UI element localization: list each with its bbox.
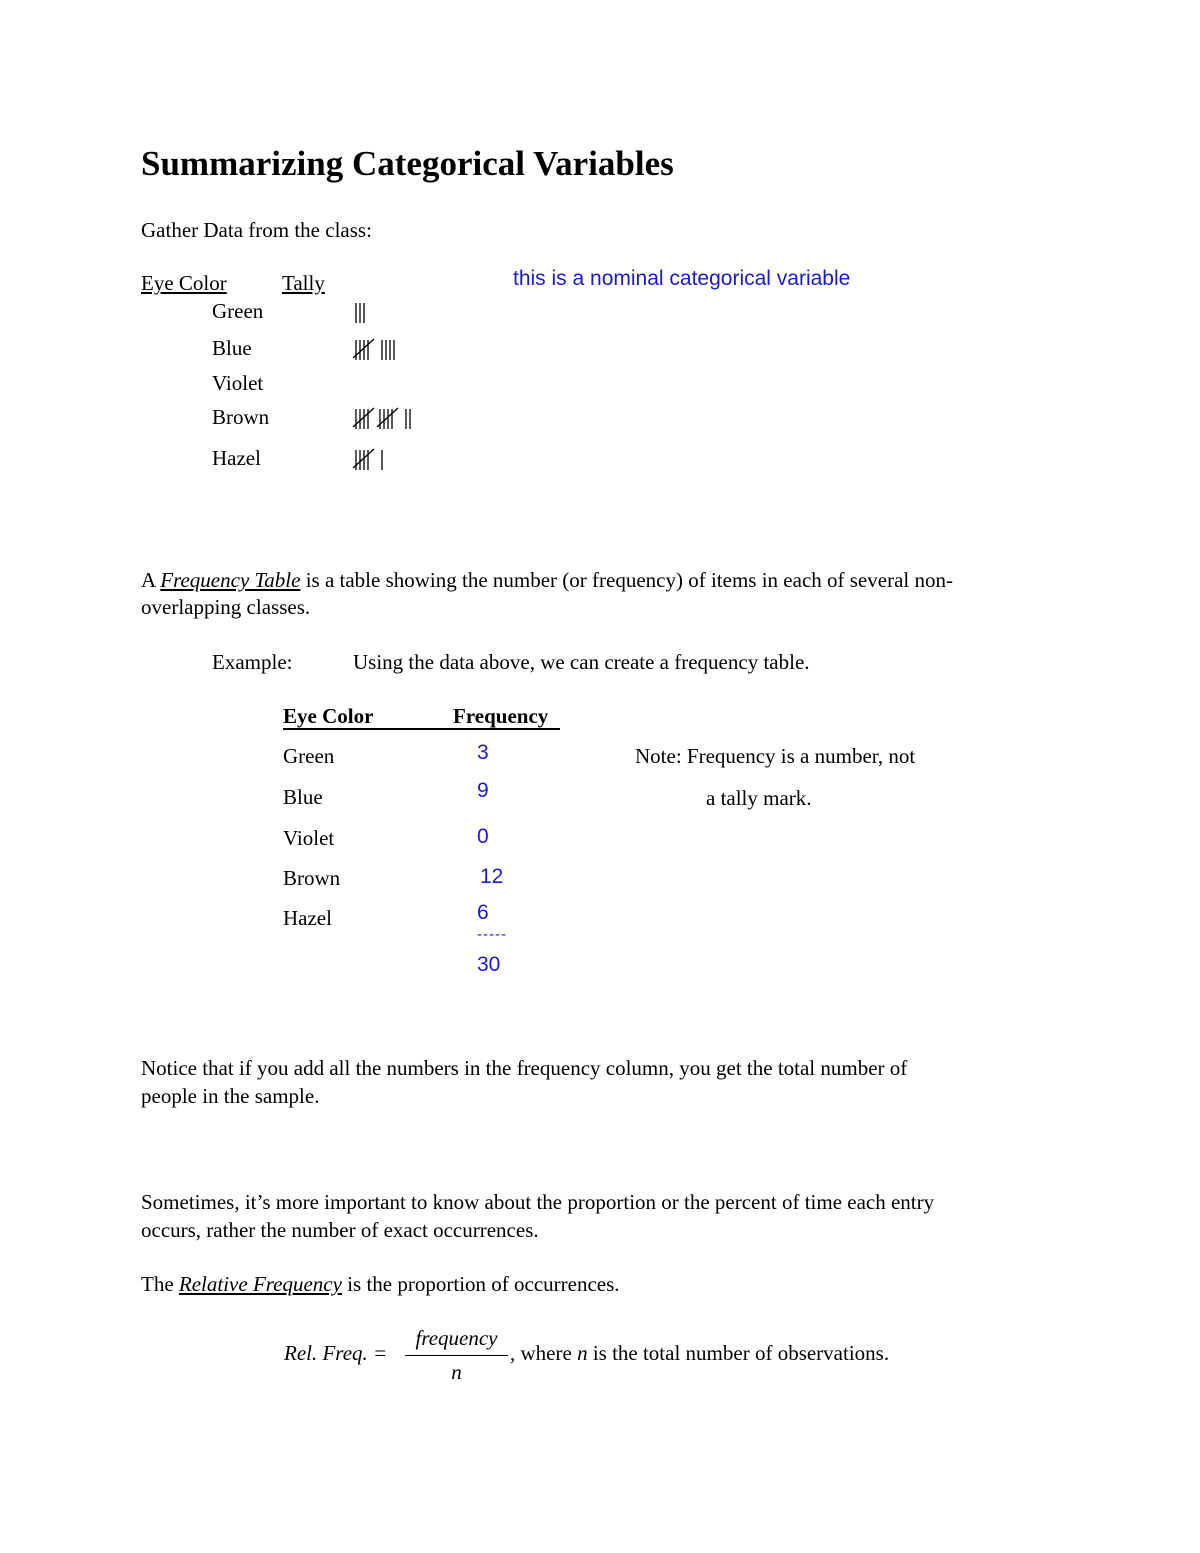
relative-rest: is the proportion of occurrences. (341, 1272, 620, 1296)
freq-row-value: 3 (477, 741, 489, 764)
definition-line-1 (141, 570, 953, 591)
formula-rest-n: n (577, 1341, 588, 1365)
relative-frequency-line (141, 1274, 620, 1295)
tally-marks (352, 299, 370, 325)
tally-row-label: Hazel (212, 446, 261, 470)
freq-row-label: Violet (283, 826, 335, 850)
tally-marks (352, 336, 406, 362)
freq-row-label: Hazel (283, 906, 332, 930)
tally-marks (352, 446, 394, 472)
nominal-note: this is a nominal categorical variable (513, 267, 851, 290)
freq-total-dashes: ----- (477, 926, 507, 943)
tally-header-eye-color: Eye Color (141, 271, 227, 295)
freq-row-label: Green (283, 744, 335, 768)
freq-header-underline (283, 728, 560, 730)
relative-prefix: The (141, 1272, 179, 1296)
formula-rest (510, 1343, 889, 1364)
notice-line-2: people in the sample. (141, 1084, 320, 1108)
term-relative-frequency: Relative Frequency (178, 1272, 342, 1296)
tally-row-label: Green (212, 299, 264, 323)
formula-rest-b: is the total number of observations. (587, 1341, 890, 1365)
freq-row-value: 12 (480, 865, 504, 888)
formula-lhs: Rel. Freq. = (284, 1341, 388, 1365)
freq-row-label: Blue (283, 785, 323, 809)
definition-rest: is a table showing the number (or frequency) of items in each of several non- (300, 568, 953, 592)
formula-rest-a: , where (510, 1341, 578, 1365)
freq-row-value: 9 (477, 779, 489, 802)
tally-marks (352, 371, 358, 397)
sometimes-line-1: Sometimes, it’s more important to know about the proportion or the percent of time each entry (141, 1190, 935, 1214)
freq-note-line-2: a tally mark. (706, 786, 812, 810)
tally-row-label: Brown (212, 405, 270, 429)
freq-row-label: Brown (283, 866, 341, 890)
example-text: Using the data above, we can create a frequency table. (353, 650, 810, 674)
tally-row-label: Violet (212, 371, 264, 395)
term-frequency-table: Frequency Table (160, 568, 301, 592)
freq-note-line-1: Note: Frequency is a number, not (635, 744, 916, 768)
definition-prefix: A (141, 568, 161, 592)
freq-total: 30 (477, 953, 501, 976)
freq-row-value: 0 (477, 825, 489, 848)
page-title: Summarizing Categorical Variables (141, 144, 674, 183)
tally-header-tally: Tally (282, 271, 325, 295)
tally-marks (352, 405, 422, 431)
example-label: Example: (212, 650, 293, 674)
notice-line-1: Notice that if you add all the numbers in the frequency column, you get the total number of (141, 1056, 908, 1080)
formula-fraction (405, 1328, 508, 1383)
formula-numerator: frequency (415, 1326, 498, 1350)
definition-line-2: overlapping classes. (141, 595, 311, 619)
freq-header-eye-color: Eye Color (283, 704, 374, 728)
freq-row-value: 6 (477, 901, 489, 924)
tally-row-label: Blue (212, 336, 252, 360)
formula-denominator: n (451, 1360, 462, 1384)
sometimes-line-2: occurs, rather the number of exact occurrences. (141, 1218, 539, 1242)
freq-header-frequency: Frequency (453, 704, 549, 728)
intro-text: Gather Data from the class: (141, 218, 372, 242)
